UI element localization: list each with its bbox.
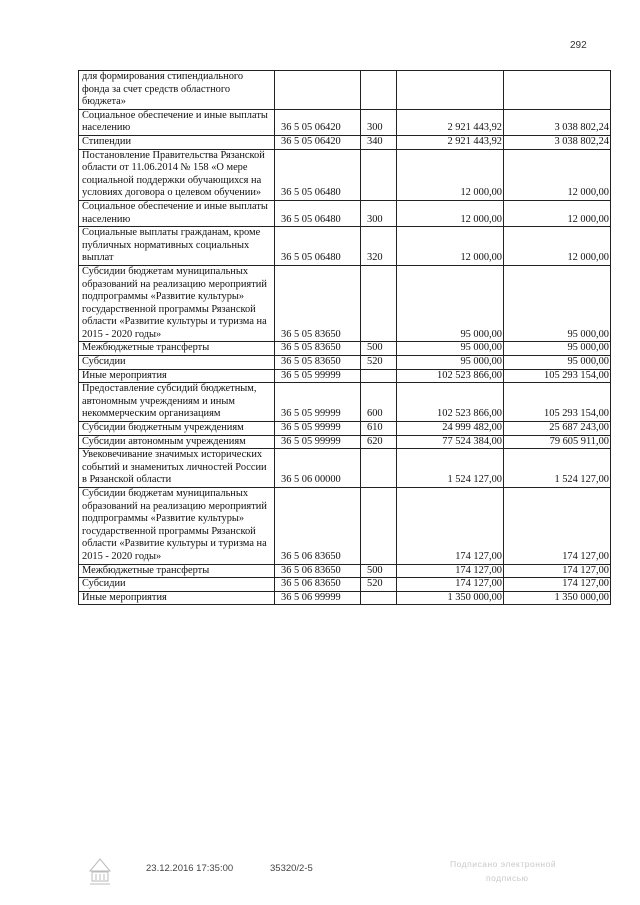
row-amount-2: 95 000,00 [504, 342, 611, 356]
row-amount-2: 79 605 911,00 [504, 435, 611, 449]
row-name: Субсидии бюджетным учреждениям [79, 422, 275, 436]
row-amount-2: 12 000,00 [504, 200, 611, 226]
row-name: Социальное обеспечение и иные выплаты населению [79, 109, 275, 135]
row-name: Социальное обеспечение и иные выплаты населению [79, 200, 275, 226]
row-code: 36 5 06 83650 [275, 564, 361, 578]
row-amount-1: 95 000,00 [397, 265, 504, 342]
row-code: 36 5 05 99999 [275, 422, 361, 436]
row-vr: 300 [361, 200, 397, 226]
row-code: 36 5 05 99999 [275, 383, 361, 422]
row-amount-2: 3 038 802,24 [504, 135, 611, 149]
footer-datetime: 23.12.2016 17:35:00 [146, 863, 234, 874]
row-amount-1: 2 921 443,92 [397, 109, 504, 135]
row-code: 36 5 05 06480 [275, 149, 361, 200]
table-row [79, 369, 611, 383]
row-name: Предоставление субсидий бюджетным, автономным учреждениям и иным некоммерческим организациям [79, 383, 275, 422]
table-row [79, 422, 611, 436]
row-code: 36 5 06 00000 [275, 449, 361, 488]
footer-doc-id: 35320/2-5 [270, 863, 313, 874]
row-code: 36 5 05 06420 [275, 109, 361, 135]
row-amount-2: 25 687 243,00 [504, 422, 611, 436]
row-name: Субсидии [79, 578, 275, 592]
row-vr: 500 [361, 564, 397, 578]
row-vr: 620 [361, 435, 397, 449]
row-code: 36 5 05 06480 [275, 200, 361, 226]
table-row [79, 149, 611, 200]
row-vr [361, 369, 397, 383]
table-row [79, 578, 611, 592]
footer-faded-line-2: подписью [486, 873, 529, 883]
row-amount-2: 12 000,00 [504, 227, 611, 266]
row-amount-2: 174 127,00 [504, 578, 611, 592]
row-name: Иные мероприятия [79, 591, 275, 605]
row-amount-1: 102 523 866,00 [397, 369, 504, 383]
row-name: Субсидии бюджетам муниципальных образований на реализацию мероприятий подпрограммы «Развитие культуры» государственной программы Рязанской области «Развитие культуры и туризма на 2015 - 2020 годы» [79, 265, 275, 342]
row-name: для формирования стипендиального фонда за счет средств областного бюджета» [79, 71, 275, 110]
row-vr: 500 [361, 342, 397, 356]
row-amount-1: 12 000,00 [397, 227, 504, 266]
row-name: Увековечивание значимых исторических событий и знаменитых личностей России в Рязанской области [79, 449, 275, 488]
row-code: 36 5 06 83650 [275, 488, 361, 565]
row-vr: 520 [361, 578, 397, 592]
row-code: 36 5 05 06480 [275, 227, 361, 266]
row-name: Межбюджетные трансферты [79, 564, 275, 578]
row-amount-1: 12 000,00 [397, 200, 504, 226]
row-code: 36 5 06 83650 [275, 578, 361, 592]
table-row [79, 564, 611, 578]
row-amount-2: 105 293 154,00 [504, 383, 611, 422]
row-code: 36 5 06 99999 [275, 591, 361, 605]
row-code: 36 5 05 06420 [275, 135, 361, 149]
row-amount-2: 95 000,00 [504, 356, 611, 370]
row-name: Социальные выплаты гражданам, кроме публичных нормативных социальных выплат [79, 227, 275, 266]
stamp-logo-icon [88, 857, 112, 887]
row-amount-2: 174 127,00 [504, 564, 611, 578]
row-amount-1: 102 523 866,00 [397, 383, 504, 422]
row-amount-1: 1 350 000,00 [397, 591, 504, 605]
budget-table [78, 70, 611, 605]
table-row [79, 71, 611, 110]
row-vr [361, 488, 397, 565]
row-amount-2: 1 524 127,00 [504, 449, 611, 488]
row-amount-1: 77 524 384,00 [397, 435, 504, 449]
row-amount-1: 1 524 127,00 [397, 449, 504, 488]
row-vr [361, 71, 397, 110]
row-amount-1: 174 127,00 [397, 488, 504, 565]
table-row [79, 342, 611, 356]
row-amount-1 [397, 71, 504, 110]
row-amount-1: 95 000,00 [397, 342, 504, 356]
table-row [79, 435, 611, 449]
table-row [79, 200, 611, 226]
row-name: Субсидии [79, 356, 275, 370]
table-row [79, 356, 611, 370]
row-vr [361, 149, 397, 200]
row-vr: 610 [361, 422, 397, 436]
row-name: Субсидии бюджетам муниципальных образований на реализацию мероприятий подпрограммы «Развитие культуры» государственной программы Рязанской области «Развитие культуры и туризма на 2015 - 2020 годы» [79, 488, 275, 565]
table-row [79, 227, 611, 266]
table-row [79, 265, 611, 342]
row-amount-1: 95 000,00 [397, 356, 504, 370]
row-amount-2 [504, 71, 611, 110]
row-vr: 600 [361, 383, 397, 422]
row-amount-1: 24 999 482,00 [397, 422, 504, 436]
row-vr: 520 [361, 356, 397, 370]
row-vr: 320 [361, 227, 397, 266]
row-amount-2: 12 000,00 [504, 149, 611, 200]
row-code [275, 71, 361, 110]
row-vr: 340 [361, 135, 397, 149]
table-row [79, 135, 611, 149]
row-code: 36 5 05 83650 [275, 356, 361, 370]
row-amount-1: 12 000,00 [397, 149, 504, 200]
row-code: 36 5 05 83650 [275, 265, 361, 342]
row-vr [361, 265, 397, 342]
row-amount-1: 174 127,00 [397, 564, 504, 578]
row-name: Межбюджетные трансферты [79, 342, 275, 356]
table-row [79, 449, 611, 488]
footer-faded-line-1: Подписано электронной [450, 859, 557, 869]
row-name: Иные мероприятия [79, 369, 275, 383]
table-row [79, 109, 611, 135]
row-code: 36 5 05 83650 [275, 342, 361, 356]
table-row [79, 383, 611, 422]
row-vr [361, 591, 397, 605]
row-amount-1: 2 921 443,92 [397, 135, 504, 149]
page-number: 292 [570, 40, 587, 51]
row-vr [361, 449, 397, 488]
row-amount-2: 3 038 802,24 [504, 109, 611, 135]
row-amount-2: 1 350 000,00 [504, 591, 611, 605]
row-vr: 300 [361, 109, 397, 135]
row-name: Постановление Правительства Рязанской области от 11.06.2014 № 158 «О мере социальной поддержки обучающихся на условиях договора о целевом обучении» [79, 149, 275, 200]
row-code: 36 5 05 99999 [275, 435, 361, 449]
row-amount-2: 174 127,00 [504, 488, 611, 565]
row-code: 36 5 05 99999 [275, 369, 361, 383]
row-name: Стипендии [79, 135, 275, 149]
row-name: Субсидии автономным учреждениям [79, 435, 275, 449]
row-amount-2: 105 293 154,00 [504, 369, 611, 383]
row-amount-1: 174 127,00 [397, 578, 504, 592]
row-amount-2: 95 000,00 [504, 265, 611, 342]
table-row [79, 488, 611, 565]
table-row [79, 591, 611, 605]
